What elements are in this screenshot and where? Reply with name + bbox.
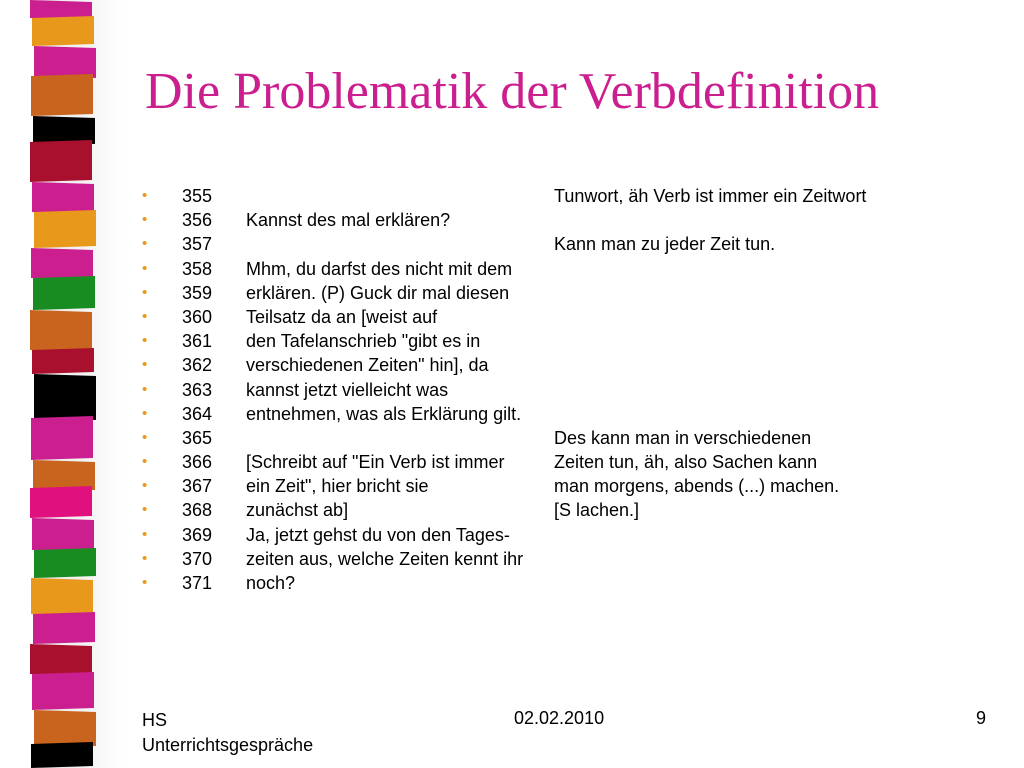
transcript-list bbox=[142, 184, 942, 595]
teacher-utterance: kannst jetzt vielleicht was bbox=[246, 379, 449, 400]
student-utterance: [S lachen.] bbox=[554, 500, 640, 521]
stripe-segment bbox=[32, 182, 94, 214]
bullet-icon: • bbox=[142, 259, 148, 277]
stripe-segment bbox=[34, 374, 96, 420]
stripe-segment bbox=[33, 276, 95, 310]
teacher-utterance: den Tafelanschrieb "gibt es in bbox=[246, 331, 481, 352]
teacher-utterance: entnehmen, was als Erklärung gilt. bbox=[246, 403, 522, 424]
student-utterance: man morgens, abends (...) machen. bbox=[554, 476, 840, 497]
stripe-segment bbox=[31, 248, 93, 280]
transcript-row bbox=[142, 232, 942, 256]
line-number: 370 bbox=[182, 548, 213, 569]
line-number: 368 bbox=[182, 500, 213, 521]
line-number: 356 bbox=[182, 210, 213, 231]
teacher-utterance: Mhm, du darfst des nicht mit dem bbox=[246, 258, 513, 279]
stripe-segment bbox=[33, 612, 95, 644]
student-utterance: Zeiten tun, äh, also Sachen kann bbox=[554, 452, 818, 473]
bullet-icon: • bbox=[142, 477, 148, 495]
transcript-row bbox=[142, 257, 942, 281]
teacher-utterance: verschiedenen Zeiten" hin], da bbox=[246, 355, 489, 376]
stripe-segment bbox=[34, 548, 96, 578]
transcript-row bbox=[142, 353, 942, 377]
footer-course-line2: Unterrichtsgespräche bbox=[142, 735, 314, 755]
stripe-segment bbox=[31, 578, 93, 616]
line-number: 358 bbox=[182, 258, 213, 279]
bullet-icon: • bbox=[142, 549, 148, 567]
student-utterance: Des kann man in verschiedenen bbox=[554, 427, 812, 448]
stripe-segment bbox=[30, 140, 92, 182]
line-number: 355 bbox=[182, 186, 213, 206]
line-number: 362 bbox=[182, 355, 213, 376]
footer-date: 02.02.2010 bbox=[514, 708, 605, 728]
bullet-icon: • bbox=[142, 501, 148, 519]
transcript-row bbox=[142, 208, 942, 232]
line-number: 369 bbox=[182, 524, 213, 545]
slide-title: Die Problematik der Verbdefinition bbox=[145, 63, 880, 120]
line-number: 366 bbox=[182, 452, 213, 473]
stripe-segment bbox=[34, 710, 96, 746]
bullet-icon: • bbox=[142, 283, 148, 301]
footer-course bbox=[142, 708, 313, 758]
line-number: 367 bbox=[182, 476, 213, 497]
stripe-segment bbox=[30, 644, 92, 676]
bullet-icon: • bbox=[142, 428, 148, 446]
line-number: 357 bbox=[182, 234, 213, 255]
teacher-utterance: ein Zeit", hier bricht sie bbox=[246, 476, 429, 497]
stripe-segment bbox=[31, 416, 93, 460]
bullet-icon: • bbox=[142, 380, 148, 398]
transcript-row bbox=[142, 402, 942, 426]
line-number: 361 bbox=[182, 331, 213, 352]
teacher-utterance: noch? bbox=[246, 573, 296, 593]
stripe-segment bbox=[32, 672, 94, 710]
bullet-icon: • bbox=[142, 525, 148, 543]
teacher-utterance: Teilsatz da an [weist auf bbox=[246, 306, 438, 327]
student-utterance: Kann man zu jeder Zeit tun. bbox=[554, 234, 776, 255]
transcript-row bbox=[142, 474, 942, 498]
transcript-row bbox=[142, 281, 942, 305]
teacher-utterance: zunächst ab] bbox=[246, 500, 349, 521]
teacher-utterance: Kannst des mal erklären? bbox=[246, 210, 451, 231]
bullet-icon: • bbox=[142, 187, 148, 204]
stripe-segment bbox=[33, 460, 95, 490]
bullet-icon: • bbox=[142, 307, 148, 325]
stripe-segment bbox=[34, 210, 96, 248]
stripe-segment bbox=[31, 742, 93, 768]
stripe-segment bbox=[32, 518, 94, 552]
stripe-segment bbox=[32, 348, 94, 374]
decorative-stripe-bar bbox=[0, 0, 120, 768]
bullet-icon: • bbox=[142, 574, 148, 591]
bullet-icon: • bbox=[142, 211, 148, 229]
transcript-row bbox=[142, 571, 942, 595]
teacher-utterance: Ja, jetzt gehst du von den Tages- bbox=[246, 524, 510, 545]
bullet-icon: • bbox=[142, 235, 148, 253]
transcript-row bbox=[142, 547, 942, 571]
footer-page-number: 9 bbox=[976, 708, 987, 728]
line-number: 364 bbox=[182, 403, 213, 424]
stripe-segment bbox=[34, 46, 96, 78]
transcript-row bbox=[142, 523, 942, 547]
line-number: 360 bbox=[182, 306, 213, 327]
transcript-row bbox=[142, 305, 942, 329]
teacher-utterance: [Schreibt auf "Ein Verb ist immer bbox=[246, 452, 505, 473]
transcript-row bbox=[142, 426, 942, 450]
transcript-row bbox=[142, 450, 942, 474]
stripe-segment bbox=[32, 16, 94, 46]
transcript-row bbox=[142, 378, 942, 402]
bullet-icon: • bbox=[142, 356, 148, 374]
bullet-icon: • bbox=[142, 453, 148, 471]
transcript-row bbox=[142, 184, 942, 208]
stripe-segment bbox=[31, 74, 93, 116]
line-number: 359 bbox=[182, 282, 213, 303]
line-number: 365 bbox=[182, 427, 213, 448]
line-number: 363 bbox=[182, 379, 213, 400]
teacher-utterance: zeiten aus, welche Zeiten kennt ihr bbox=[246, 548, 524, 569]
student-utterance: Tunwort, äh Verb ist immer ein Zeitwort bbox=[554, 186, 867, 206]
footer-course-line1: HS bbox=[142, 710, 168, 730]
stripe-segment bbox=[30, 486, 92, 518]
teacher-utterance: erklären. (P) Guck dir mal diesen bbox=[246, 282, 510, 303]
line-number: 371 bbox=[182, 573, 213, 593]
bullet-icon: • bbox=[142, 404, 148, 422]
stripe-segment bbox=[33, 116, 95, 144]
bullet-icon: • bbox=[142, 332, 148, 350]
stripe-segment bbox=[30, 310, 92, 352]
transcript-row bbox=[142, 498, 942, 522]
transcript-row bbox=[142, 329, 942, 353]
